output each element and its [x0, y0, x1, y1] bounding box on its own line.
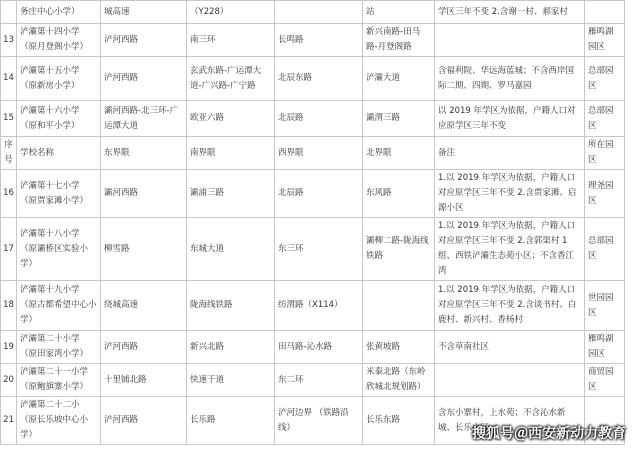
cell-north: 张黄坡路 [363, 331, 435, 364]
cell-south: 东城大道 [187, 218, 275, 281]
cell-zone: 雁鸣湖园区 [585, 24, 625, 57]
cell-north: 灞渭三路 [363, 101, 435, 137]
cell-remark: 不含草南社区 [435, 331, 585, 364]
cell-remark: 1.以 2019 年学区为依据，户籍人口对应原学区三年不变 2.含谈书村、白鹿村、新兴村、香杨村 [435, 281, 585, 331]
cell-name: 务庄中心小学） [17, 1, 101, 24]
cell-north: 米秦北路（东岭欣城北规划路） [363, 364, 435, 397]
cell-remark: 含东小寨村，上水苑；不含沁水新城、长乐小区 [435, 397, 585, 445]
cell-south: （Y228） [187, 1, 275, 24]
cell-no: 21 [1, 397, 17, 445]
table-row [1, 364, 625, 397]
cell-west: 纺渭路（X114） [275, 281, 363, 331]
cell-east: 灞河西路-北三环-广运潭大道 [101, 101, 187, 137]
cell-east: 城高速 [101, 1, 187, 24]
cell-north [363, 281, 435, 331]
cell-no: 18 [1, 281, 17, 331]
cell-west: 浐河边界 （铁路沿线） [275, 397, 363, 445]
cell-west: 北辰路 [275, 101, 363, 137]
cell-zone: 总部园区 [585, 218, 625, 281]
table-row [1, 170, 625, 218]
cell-east: 浐河西路 [101, 331, 187, 364]
cell-south: 陇海线铁路 [187, 281, 275, 331]
cell-no [1, 1, 17, 24]
cell-east: 十里铺北路 [101, 364, 187, 397]
cell-name: 浐灞第十四小学 （原月登阁小学） [17, 24, 101, 57]
table-row [1, 137, 625, 170]
cell-no: 19 [1, 331, 17, 364]
cell-north: 灞柳二路-陇海线铁路 [363, 218, 435, 281]
cell-remark [435, 364, 585, 397]
table-row [1, 331, 625, 364]
cell-west: 北辰路 [275, 170, 363, 218]
cell-south: 快速干道 [187, 364, 275, 397]
cell-name: 浐灞第十六小学 （原和平小学） [17, 101, 101, 137]
cell-name: 学校名称 [17, 137, 101, 170]
cell-north: 新兴南路-田马路-月登阁路 [363, 24, 435, 57]
cell-zone [585, 1, 625, 24]
cell-west: 东二环 [275, 364, 363, 397]
cell-east: 灞河西路 [101, 170, 187, 218]
cell-west: 东三环 [275, 218, 363, 281]
table-row [1, 24, 625, 57]
cell-name: 浐灞第十七小学 （原贾家滩小学） [17, 170, 101, 218]
cell-name: 浐灞第十五小学 （原新房小学） [17, 57, 101, 101]
cell-no: 16 [1, 170, 17, 218]
cell-north: 长乐东路 [363, 397, 435, 445]
cell-no: 17 [1, 218, 17, 281]
cell-east: 柳雪路 [101, 218, 187, 281]
cell-west: 北辰东路 [275, 57, 363, 101]
cell-east: 东界限 [101, 137, 187, 170]
cell-remark: 含福利院、华远海蓝城；不含西岸国际二期、四期、罗马嘉园 [435, 57, 585, 101]
table-row [1, 281, 625, 331]
cell-east: 浐河西路 [101, 24, 187, 57]
table-row [1, 218, 625, 281]
cell-name: 浐灞第二十小学 （原田家湾小学） [17, 331, 101, 364]
cell-remark: 1.以 2019 年学区为依据，户籍人口对应原学区三年不变 2.含郭渠村 1 组、西铁浐灞生态苑小区；不含香江湾 [435, 218, 585, 281]
cell-north: 站 [363, 1, 435, 24]
cell-name: 浐灞第十九小学 （原古都希望中心小学） [17, 281, 101, 331]
cell-zone: 总部园区 [585, 57, 625, 101]
cell-north: 浐灞大道 [363, 57, 435, 101]
cell-zone: 世园园区 [585, 281, 625, 331]
table-row [1, 57, 625, 101]
cell-east: 绕城高速 [101, 281, 187, 331]
cell-north: 北界限 [363, 137, 435, 170]
cell-south: 欧亚六路 [187, 101, 275, 137]
cell-remark: 以 2019 年学区为依据，户籍人口对应原学区三年不变 [435, 101, 585, 137]
watermark: 搜狐号＠西安新动力教育 [472, 426, 626, 442]
cell-south: 灞浦三路 [187, 170, 275, 218]
cell-east: 浐河西路 [101, 57, 187, 101]
cell-zone: 总部园区 [585, 101, 625, 137]
cell-south: 长乐路 [187, 397, 275, 445]
cell-remark: 1.以 2019 年学区为依据，户籍人口对应原学区三年不变 2.含贾家滩、启源小区 [435, 170, 585, 218]
cell-west: 田马路-沁水路 [275, 331, 363, 364]
cell-south: 玄武东路-广运潭大道-广兴路-广宁路 [187, 57, 275, 101]
cell-remark [435, 24, 585, 57]
cell-name: 浐灞第十八小学 （原灞桥区实验小学） [17, 218, 101, 281]
cell-name: 浐灞第二十二小 （原长乐坡中心小学） [17, 397, 101, 445]
cell-no: 14 [1, 57, 17, 101]
cell-south: 南界限 [187, 137, 275, 170]
cell-zone: 商贸园区 [585, 364, 625, 397]
table-row [1, 1, 625, 24]
cell-east: 浐河西路 [101, 397, 187, 445]
cell-south: 南三环 [187, 24, 275, 57]
cell-zone: 雁鸣湖园区 [585, 331, 625, 364]
cell-remark: 备注 [435, 137, 585, 170]
cell-west: 长鸣路 [275, 24, 363, 57]
cell-no: 序号 [1, 137, 17, 170]
cell-zone: 所在园区 [585, 137, 625, 170]
cell-west: 西界限 [275, 137, 363, 170]
cell-no: 15 [1, 101, 17, 137]
cell-west [275, 1, 363, 24]
cell-south: 新兴北路 [187, 331, 275, 364]
cell-north: 东风路 [363, 170, 435, 218]
cell-name: 浐灞第二十一小学 （原鲍旗寨小学） [17, 364, 101, 397]
table-row [1, 101, 625, 137]
cell-zone: 理尧园区 [585, 170, 625, 218]
cell-no: 13 [1, 24, 17, 57]
cell-no: 20 [1, 364, 17, 397]
cell-remark: 学区三年不变 2.含谢一村、郝家村 [435, 1, 585, 24]
